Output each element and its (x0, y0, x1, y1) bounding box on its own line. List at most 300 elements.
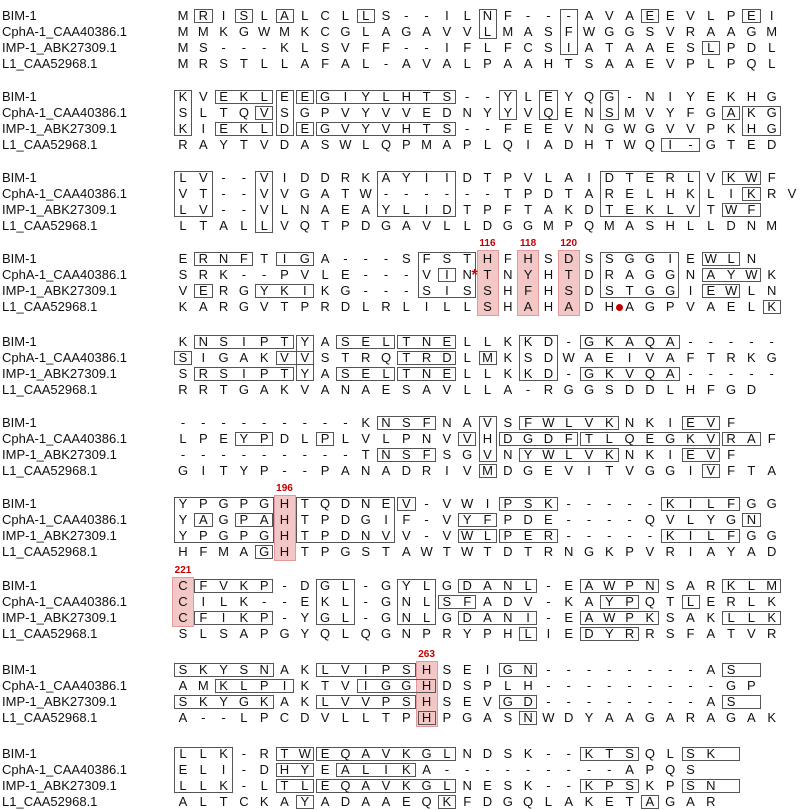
residue: H (279, 762, 290, 777)
residue: D (624, 382, 635, 397)
residue: R (706, 794, 716, 809)
residue: V (747, 626, 756, 641)
residue: D (563, 137, 574, 152)
alignment-gap: - (607, 662, 612, 677)
alignment-gap: - (221, 186, 226, 201)
residue: V (259, 105, 269, 120)
residue: V (787, 186, 797, 201)
residue: E (645, 8, 655, 23)
residue: G (746, 496, 757, 511)
residue: A (320, 202, 330, 217)
alignment-gap: - (607, 678, 612, 693)
residue: A (706, 544, 716, 559)
residue: S (178, 350, 188, 365)
residue: K (665, 496, 675, 511)
residue: A (401, 56, 411, 71)
residue: F (422, 447, 431, 462)
residue: D (543, 350, 554, 365)
residue: H (421, 694, 432, 709)
residue: Y (361, 105, 371, 120)
residue: L (341, 431, 349, 446)
residue: I (668, 415, 672, 430)
alignment-gap: - (627, 89, 632, 104)
residue: D (543, 186, 554, 201)
residue: F (524, 283, 533, 298)
residue: P (259, 463, 269, 478)
residue: K (401, 746, 411, 761)
residue: G (766, 105, 777, 120)
residue: S (584, 251, 594, 266)
alignment-gap: - (566, 496, 571, 511)
residue: S (219, 366, 228, 381)
residue: G (259, 544, 270, 559)
residue: G (340, 544, 351, 559)
residue: V (564, 121, 574, 136)
residue: I (363, 662, 368, 677)
residue: M (177, 8, 189, 23)
residue: D (563, 710, 574, 725)
residue: S (401, 447, 411, 462)
residue: A (280, 662, 289, 677)
residue: S (665, 626, 675, 641)
residue: D (726, 218, 736, 233)
residue: A (564, 299, 574, 314)
residue: E (341, 267, 350, 282)
residue: P (503, 496, 513, 511)
residue: V (280, 218, 289, 233)
residue: T (199, 186, 208, 201)
residue: A (544, 202, 553, 217)
residue: S (544, 40, 553, 55)
residue: V (341, 121, 350, 136)
residue: V (300, 382, 310, 397)
residue: A (665, 366, 675, 381)
residue: A (361, 746, 371, 761)
alignment-gap: - (201, 447, 206, 462)
residue: G (644, 710, 655, 725)
residue: K (239, 594, 249, 609)
residue: E (300, 89, 310, 104)
residue: A (584, 578, 594, 593)
residue: P (625, 544, 634, 559)
sequence-name: BIM-1 (2, 578, 37, 593)
residue: P (280, 267, 289, 282)
alignment-gap: - (262, 447, 267, 462)
residue: L (179, 778, 187, 793)
residue: D (503, 463, 513, 478)
residue: D (523, 694, 533, 709)
residue: R (726, 594, 736, 609)
residue: W (582, 24, 596, 39)
residue: V (280, 350, 289, 365)
residue: G (380, 594, 392, 609)
residue: E (320, 762, 330, 777)
residue: G (299, 186, 310, 201)
residue: S (483, 283, 492, 298)
residue: L (646, 186, 654, 201)
residue: K (767, 710, 777, 725)
residue: G (421, 778, 432, 793)
residue: K (686, 431, 695, 446)
alignment-gap: - (627, 662, 632, 677)
residue: F (727, 528, 736, 543)
residue: T (442, 544, 451, 559)
residue: W (359, 186, 372, 201)
residue: M (624, 105, 636, 120)
residue: V (584, 447, 594, 462)
residue: N (421, 431, 432, 446)
alignment-gap: - (241, 778, 247, 793)
residue: N (340, 382, 351, 397)
residue: F (767, 431, 776, 446)
residue: R (442, 626, 452, 641)
residue: N (563, 544, 574, 559)
residue: A (381, 170, 391, 185)
residue: P (259, 710, 269, 725)
alignment-gap: - (363, 251, 368, 266)
residue: L (707, 528, 715, 543)
residue: K (604, 415, 614, 430)
alignment-gap: - (546, 662, 551, 677)
residue: E (706, 283, 716, 298)
residue: S (442, 662, 452, 677)
residue: P (320, 528, 330, 543)
residue: I (384, 762, 388, 777)
residue: P (503, 528, 513, 543)
residue: D (340, 528, 351, 543)
alignment-gap: - (343, 415, 348, 430)
residue: A (219, 218, 228, 233)
alignment-gap: - (546, 610, 551, 625)
residue: K (178, 334, 188, 349)
alignment-gap: - (586, 678, 592, 693)
residue: L (260, 89, 268, 104)
residue: K (645, 415, 655, 430)
residue: Y (178, 496, 188, 511)
residue: N (360, 463, 371, 478)
residue: P (665, 299, 675, 314)
residue: M (197, 678, 209, 693)
residue: N (401, 610, 411, 625)
residue: E (706, 594, 716, 609)
alignment-gap: - (383, 283, 389, 298)
sequence-name: IMP-1_ABK27309.1 (2, 366, 117, 381)
alignment-gap: - (363, 267, 368, 282)
residue: I (445, 283, 449, 298)
residue: T (239, 56, 248, 71)
residue: A (544, 137, 553, 152)
alignment-gap: - (708, 366, 713, 381)
residue: K (198, 694, 208, 709)
residue: L (179, 202, 187, 217)
residue: W (724, 283, 738, 298)
alignment-gap: - (262, 40, 267, 55)
sequence-name: CphA-1_CAA40386.1 (2, 594, 128, 609)
alignment-gap: - (525, 8, 531, 23)
residue: D (482, 794, 493, 809)
residue: H (401, 121, 411, 136)
residue: Q (624, 431, 635, 446)
residue: Y (239, 463, 249, 478)
residue: L (524, 626, 532, 641)
residue: V (361, 431, 371, 446)
residue: K (219, 267, 228, 282)
residue: I (384, 512, 388, 527)
residue: N (584, 105, 594, 120)
residue: T (382, 544, 390, 559)
residue: Y (259, 283, 269, 298)
residue: K (523, 334, 533, 349)
residue: G (644, 251, 655, 266)
residue: G (259, 496, 270, 511)
residue: W (704, 251, 717, 266)
asterisk-marker: * (471, 267, 478, 284)
residue: F (422, 415, 431, 430)
alignment-gap: - (546, 578, 551, 593)
residue: D (584, 299, 594, 314)
residue: A (198, 299, 208, 314)
residue: E (401, 794, 411, 809)
residue: T (605, 202, 614, 217)
alignment-gap: - (688, 694, 693, 709)
residue: I (587, 463, 591, 478)
residue: T (422, 121, 431, 136)
residue: S (462, 283, 472, 298)
residue: P (503, 170, 513, 185)
residue: G (218, 496, 229, 511)
residue: L (605, 431, 613, 446)
residue: Q (746, 56, 757, 71)
residue: V (462, 24, 472, 39)
residue: L (301, 431, 309, 446)
residue: V (706, 170, 716, 185)
residue: T (727, 137, 736, 152)
alignment-gap: - (627, 694, 632, 709)
residue: I (424, 170, 429, 185)
alignment-gap: - (708, 334, 713, 349)
alignment-gap: - (444, 186, 450, 201)
residue: E (483, 778, 492, 793)
residue: L (483, 40, 492, 55)
residue: T (706, 202, 715, 217)
residue: K (604, 334, 614, 349)
residue: S (645, 218, 655, 233)
residue: P (706, 121, 716, 136)
residue: D (645, 382, 655, 397)
residue: P (198, 528, 208, 543)
alignment-gap: - (688, 366, 693, 381)
residue: A (198, 137, 208, 152)
dot-marker (616, 304, 623, 311)
residue: L (463, 218, 471, 233)
residue: G (665, 794, 676, 809)
sequence-name: CphA-1_CAA40386.1 (2, 105, 128, 120)
residue: K (747, 350, 756, 365)
residue: S (442, 694, 452, 709)
alignment-gap: - (282, 578, 287, 593)
residue: K (178, 89, 188, 104)
residue: G (604, 121, 615, 136)
residue: R (706, 578, 716, 593)
residue: A (320, 366, 330, 381)
residue: N (624, 447, 635, 462)
residue: H (421, 710, 432, 725)
residue: H (543, 283, 554, 298)
residue: A (422, 24, 431, 39)
alignment-gap: - (262, 267, 267, 282)
residue: L (362, 762, 370, 777)
residue: Y (523, 267, 533, 282)
residue: V (259, 202, 269, 217)
residue: V (401, 105, 411, 120)
residue: L (219, 594, 228, 609)
residue: S (401, 382, 411, 397)
sequence-name: CphA-1_CAA40386.1 (2, 186, 128, 201)
residue: D (584, 202, 594, 217)
residue: P (259, 334, 269, 349)
alignment-gap: - (363, 594, 368, 609)
alignment-gap: - (688, 662, 693, 677)
alignment-gap: - (282, 594, 287, 609)
alignment-gap: - (607, 496, 612, 511)
residue: D (300, 170, 310, 185)
residue: P (564, 218, 574, 233)
alignment-gap: - (322, 447, 328, 462)
residue: L (443, 746, 451, 761)
residue: M (766, 218, 778, 233)
residue: L (524, 89, 532, 104)
residue: N (381, 415, 391, 430)
residue: A (706, 662, 716, 677)
residue: T (280, 778, 289, 793)
residue: Q (502, 137, 513, 152)
residue: S (523, 350, 533, 365)
residue: A (483, 594, 492, 609)
residue: V (422, 218, 431, 233)
residue: G (218, 512, 229, 527)
residue: F (727, 415, 736, 430)
residue: G (665, 463, 676, 478)
residue: P (320, 463, 330, 478)
residue: A (442, 137, 452, 152)
residue: K (645, 778, 655, 793)
residue: R (421, 463, 432, 478)
residue: A (625, 299, 634, 314)
residue: E (544, 89, 553, 104)
residue: A (320, 186, 330, 201)
residue: S (381, 8, 391, 23)
residue: Y (523, 447, 533, 462)
residue: H (746, 89, 757, 104)
residue: C (320, 8, 330, 23)
residue: V (320, 710, 330, 725)
residue: T (280, 334, 289, 349)
residue: S (239, 662, 249, 677)
residue: G (299, 105, 310, 120)
residue: Y (300, 626, 310, 641)
residue: Y (300, 334, 310, 349)
residue: G (259, 528, 270, 543)
residue: G (563, 382, 574, 397)
sequence-name: L1_CAA52968.1 (2, 544, 98, 559)
residue: A (483, 710, 492, 725)
residue: F (706, 382, 715, 397)
alignment-gap: - (688, 334, 693, 349)
residue: H (503, 283, 513, 298)
residue: D (442, 350, 452, 365)
residue: I (282, 170, 287, 185)
residue: G (441, 578, 452, 593)
residue: E (604, 794, 614, 809)
residue: E (219, 121, 228, 136)
residue: G (320, 610, 331, 625)
residue: L (321, 662, 329, 677)
residue: L (260, 218, 268, 233)
residue: V (442, 431, 452, 446)
sequence-name: IMP-1_ABK27309.1 (2, 447, 117, 462)
residue: L (768, 40, 776, 55)
residue: V (422, 267, 431, 282)
residue: F (503, 121, 512, 136)
residue: K (239, 89, 249, 104)
residue: H (665, 186, 675, 201)
residue: Y (178, 528, 188, 543)
residue: F (321, 56, 330, 71)
residue: E (422, 105, 431, 120)
residue: S (503, 746, 513, 761)
residue: S (503, 778, 513, 793)
alignment-gap: - (485, 121, 490, 136)
residue: K (726, 89, 736, 104)
alignment-gap: - (708, 678, 713, 693)
residue: Y (503, 89, 513, 104)
alignment-gap: - (404, 40, 409, 55)
alignment-gap: - (322, 415, 328, 430)
sequence-name: IMP-1_ABK27309.1 (2, 121, 117, 136)
residue: L (463, 299, 471, 314)
residue: I (201, 121, 206, 136)
residue: G (766, 121, 777, 136)
alignment-gap: - (404, 186, 409, 201)
residue: P (523, 186, 533, 201)
residue: V (401, 496, 411, 511)
residue: E (564, 610, 574, 625)
residue: V (645, 105, 655, 120)
residue: Q (320, 496, 331, 511)
residue: A (584, 8, 594, 23)
residue: A (625, 267, 634, 282)
residue: V (665, 512, 675, 527)
residue: A (747, 544, 756, 559)
residue: L (341, 8, 349, 23)
residue: L (544, 170, 552, 185)
residue: W (724, 202, 738, 217)
residue: T (524, 202, 533, 217)
residue: Y (604, 594, 614, 609)
residue: N (584, 121, 594, 136)
alignment-gap: - (424, 496, 429, 511)
alignment-gap: - (647, 528, 653, 543)
residue: K (219, 24, 228, 39)
sequence-name: L1_CAA52968.1 (2, 299, 98, 314)
alignment-gap: - (546, 594, 551, 609)
residue: L (707, 40, 715, 55)
sequence-name: BIM-1 (2, 415, 37, 430)
residue: A (422, 382, 431, 397)
residue: V (259, 186, 269, 201)
residue: T (300, 528, 309, 543)
residue: V (584, 415, 594, 430)
